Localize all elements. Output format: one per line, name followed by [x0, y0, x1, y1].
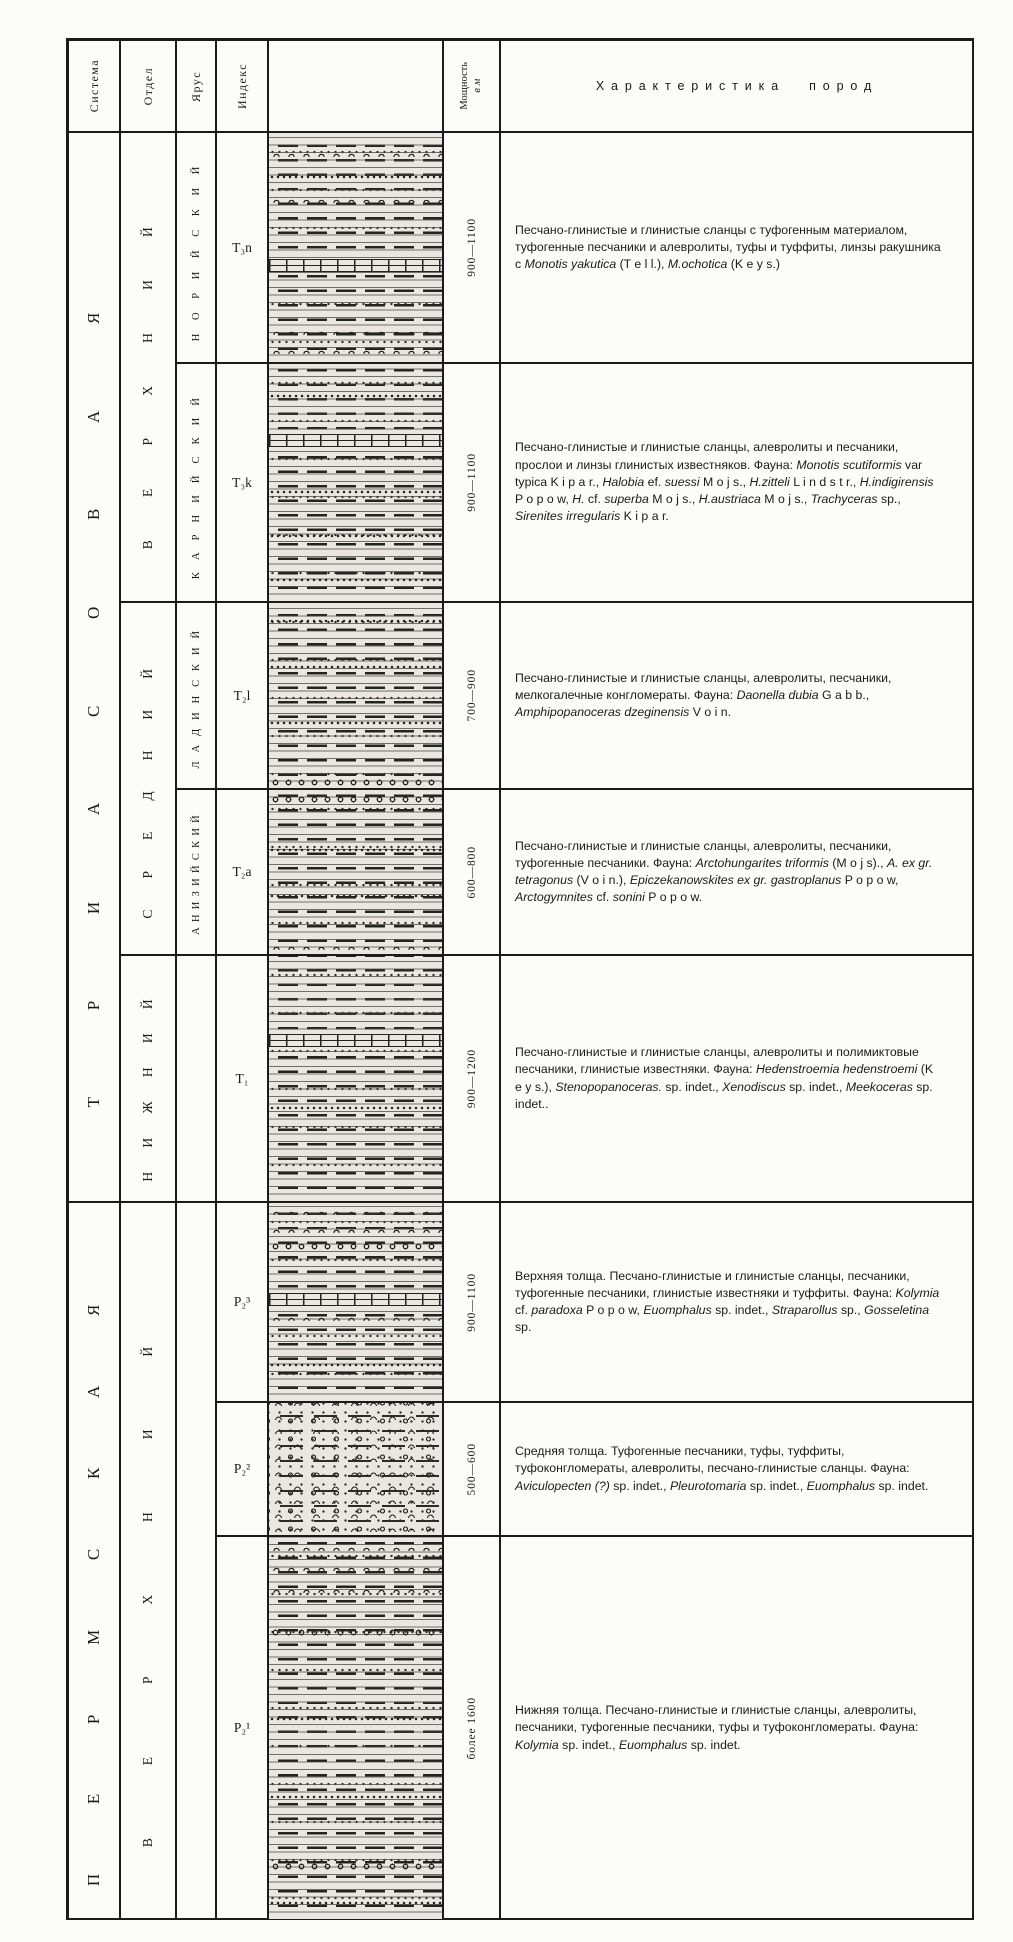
sandstone-dots-pattern-band: [269, 534, 442, 538]
conglomerate-pebbles-pattern-band: [269, 779, 442, 786]
thickness-cell-t2l: [443, 602, 500, 789]
tuff-arcs-pattern-band: [269, 1209, 442, 1215]
thickness-cell-p2-3: [443, 1202, 500, 1402]
header-stage-cell: [176, 40, 216, 132]
sandstone-dots-pattern-band: [269, 175, 442, 179]
sandstone-dots-pattern-band: [269, 394, 442, 398]
strat-table: [66, 38, 974, 1920]
index-cell-t3k: [216, 363, 268, 602]
lithology-cell-t3n: [268, 132, 443, 363]
thickness-value: более 1600: [465, 1696, 478, 1760]
index-cell-t3n: [216, 132, 268, 363]
division-cell-middle-triassic: [120, 602, 176, 955]
header-division-label: Отдел: [140, 66, 155, 106]
thickness-cell-p2-1: [443, 1536, 500, 1920]
tuff-arcs-pattern-band: [269, 944, 442, 950]
index-cell-p2-2: [216, 1402, 268, 1536]
lithology-cell-p2-1: [268, 1536, 443, 1920]
thickness-cell-t1: [443, 955, 500, 1202]
thickness-cell-p2-2: [443, 1402, 500, 1536]
description-cell-p2-3: [500, 1202, 974, 1402]
row-description: Верхняя толща. Песчано-глинистые и глинистые сланцы, песчаники, туфогенные песчаники, глинистые известняки и туффиты. Фауна: Kolymia cf. paradoxa P o p o w, Euomphalus sp. indet., Straparollus sp., Gosseletina sp.: [515, 1268, 940, 1335]
thickness-value: 900—1200: [465, 1048, 478, 1109]
index-cell-p2-3: [216, 1202, 268, 1402]
index-label-p2-1: P₂¹: [233, 1720, 251, 1735]
header-thickness-cell: [443, 40, 500, 132]
tuff-arcs-pattern-band: [269, 348, 442, 354]
limestone-brick-pattern-band: [269, 259, 442, 272]
index-label-t2l: T₂l: [233, 687, 251, 703]
division-label-middle-triassic: СРЕДНИЙ: [140, 638, 155, 919]
lithology-cell-t2l: [268, 602, 443, 789]
index-label-t3k: T₃k: [232, 474, 252, 490]
row-description: Средняя толща. Туфогенные песчаники, туфы, туффиты, туфоконгломераты, алевролиты, песчано-глинистые сланцы. Фауна: Aviculopecten (?) sp. indet., Pleurotomaria sp. indet., Euomphalus sp. indet.: [515, 1444, 929, 1493]
description-cell-t3k: [500, 363, 974, 602]
index-cell-t2a: [216, 789, 268, 955]
description-cell-p2-2: [500, 1402, 974, 1536]
tuff-arcs-pattern-band: [269, 1565, 442, 1571]
limestone-brick-pattern-band: [269, 1293, 442, 1306]
tuff-arcs-pattern-band: [269, 1227, 442, 1233]
thickness-value: 700—900: [465, 669, 478, 722]
stage-cell-empty-lower-triassic: [176, 955, 216, 1202]
header-stage-label: Ярус: [188, 70, 203, 102]
tuff-arcs-pattern-band: [269, 197, 442, 203]
system-cell-permian: [68, 1202, 120, 1920]
sandstone-dots-pattern-band: [269, 490, 442, 494]
thickness-cell-t2a: [443, 789, 500, 955]
stage-label-ladinian: ЛАДИНСКИЙ: [190, 622, 202, 769]
index-cell-t2l: [216, 602, 268, 789]
tuff-arcs-pattern-band: [269, 1315, 442, 1321]
header-characteristics-label: Характеристика пород: [595, 79, 879, 93]
thickness-cell-t3n: [443, 132, 500, 363]
index-label-p2-3: P₂³: [233, 1294, 251, 1309]
header-index-label: Индекс: [234, 62, 249, 110]
stage-cell-ladinian: [176, 602, 216, 789]
lithology-cell-t1: [268, 955, 443, 1202]
stage-label-norian: НОРИЙСКИЙ: [190, 153, 202, 342]
conglomerate-pebbles-pattern-band: [269, 796, 442, 803]
sandstone-dots-pattern-band: [269, 1901, 442, 1905]
tuff-arcs-pattern-band: [269, 151, 442, 157]
lithology-cell-t2a: [268, 789, 443, 955]
index-label-t3n: T₃n: [232, 239, 252, 255]
stage-cell-carnian: [176, 363, 216, 602]
thickness-value: 500—600: [465, 1442, 478, 1496]
sandstone-dots-pattern-band: [269, 848, 442, 852]
row-description: Песчано-глинистые и глинистые сланцы, алевролиты и песчаники, прослои и линзы глинистых известняков. Фауна: Monotis scutiformis var typica K i p a r., Halobia ef. suessi M o j s., H.zitteli L i n d s t r., H.indigirensis P o p o w, H. cf. superba M o j s., H.austriaca M o j s., Trachyceras sp., Sirenites irregularis K i p a r.: [515, 440, 934, 524]
conglomerate-pebbles-pattern-band: [269, 1863, 442, 1870]
row-description: Песчано-глинистые и глинистые сланцы, алевролиты, песчаники, мелкогалечные конгломераты. Фауна: Daonella dubia G a b b., Amphipopanoceras dzeginensis V o i n.: [515, 670, 892, 720]
header-system-cell: [68, 40, 120, 132]
description-cell-t2l: [500, 602, 974, 789]
tuff-arcs-pattern-band: [269, 1587, 442, 1593]
header-division-cell: [120, 40, 176, 132]
thickness-value: 600—800: [465, 845, 478, 899]
description-cell-t1: [500, 955, 974, 1202]
row-description: Нижняя толща. Песчано-глинистые и глинистые сланцы, алевролиты, песчаники, туфогенные песчаники, туфы и туфоконгломераты. Фауна: Kolymia sp. indet., Euomphalus sp. indet.: [515, 1703, 919, 1752]
index-cell-t1: [216, 955, 268, 1202]
sandstone-dots-pattern-band: [269, 894, 442, 898]
stage-label-anisian: АНИЗИЙСКИЙ: [190, 809, 202, 935]
system-label-permian: ПЕРМСКАЯ: [84, 1235, 103, 1887]
row-description: Песчано-глинистые и глинистые сланцы с туфогенным материалом, туфогенные песчаники и алевролиты, туфы и туффиты, линзы ракушника с Monotis yakutica (T e l l.), M.ochotica (K e y s.): [515, 222, 941, 272]
stage-cell-empty-permian: [176, 1202, 216, 1920]
stage-cell-anisian: [176, 789, 216, 955]
division-cell-lower-triassic: [120, 955, 176, 1202]
conglomerate-pebbles-pattern-band: [269, 1629, 442, 1636]
system-cell-triassic: [68, 132, 120, 1202]
conglomerate-pebbles-pattern-band: [269, 1243, 442, 1250]
sandstone-dots-pattern-band: [269, 1795, 442, 1799]
thickness-value: 900—1100: [465, 453, 478, 512]
lithology-cell-p2-2: [268, 1402, 443, 1536]
division-cell-upper-permian: [120, 1202, 176, 1920]
sandstone-dots-pattern-band: [269, 1106, 442, 1110]
division-label-upper-triassic: ВЕРХНИЙ: [140, 184, 155, 550]
header-characteristics-cell: [500, 40, 974, 132]
header-system-label: Система: [86, 59, 101, 113]
system-label-triassic: ТРИАСОВАЯ: [84, 226, 103, 1108]
division-label-lower-triassic: НИЖНИЙ: [140, 975, 155, 1182]
tuff-arcs-pattern-band: [269, 1545, 442, 1551]
index-cell-p2-1: [216, 1536, 268, 1920]
sandstone-dots-pattern-band: [269, 1363, 442, 1367]
description-cell-t3n: [500, 132, 974, 363]
sandstone-dots-pattern-band: [269, 619, 442, 623]
index-label-p2-2: P₂²: [233, 1461, 251, 1476]
row-description: Песчано-глинистые и глинистые сланцы, алевролиты и полимиктовые песчаники, глинистые известняки. Фауна: Hedenstroemia hedenstroemi (K e y s.), Stenopopanoceras. sp. indet., Xenodiscus sp. indet., Meekoceras sp. indet..: [515, 1045, 934, 1111]
limestone-brick-pattern-band: [269, 1034, 442, 1047]
index-label-t1: T₁: [235, 1070, 249, 1086]
lithology-cell-t3k: [268, 363, 443, 602]
header-lithology-cell: [268, 40, 443, 132]
description-cell-p2-1: [500, 1536, 974, 1920]
thickness-cell-t3k: [443, 363, 500, 602]
stage-cell-norian: [176, 132, 216, 363]
limestone-brick-pattern-band: [269, 434, 442, 447]
stage-label-carnian: КАРНИЙСКИЙ: [190, 385, 202, 580]
description-cell-t2a: [500, 789, 974, 955]
thickness-value: 900—1100: [465, 1272, 478, 1332]
thickness-value: 900—1100: [465, 218, 478, 277]
tuff-arcs-pattern-band: [269, 329, 442, 335]
index-label-t2a: T₂a: [232, 864, 252, 879]
header-thickness-label: Мощность в м: [459, 62, 484, 110]
row-description: Песчано-глинистые и глинистые сланцы, алевролиты, песчаники, туфогенные песчаники. Фауна: Arctohungarites triformis (M o j s)., A. ex gr. tetragonus (V o i n.), Epiczekanowskites ex gr. gastroplanus P o p o w, Arctogymnites cf. sonini P o p o w.: [515, 838, 933, 905]
division-label-upper-permian: ВЕРХНИЙ: [140, 1274, 155, 1848]
lithology-cell-p2-3: [268, 1202, 443, 1402]
sandstone-dots-pattern-band: [269, 665, 442, 669]
header-index-cell: [216, 40, 268, 132]
sandstone-dots-pattern-band: [269, 578, 442, 582]
sandstone-dots-pattern-band: [269, 1717, 442, 1721]
sandstone-dots-pattern-band: [269, 721, 442, 725]
division-cell-upper-triassic: [120, 132, 176, 602]
